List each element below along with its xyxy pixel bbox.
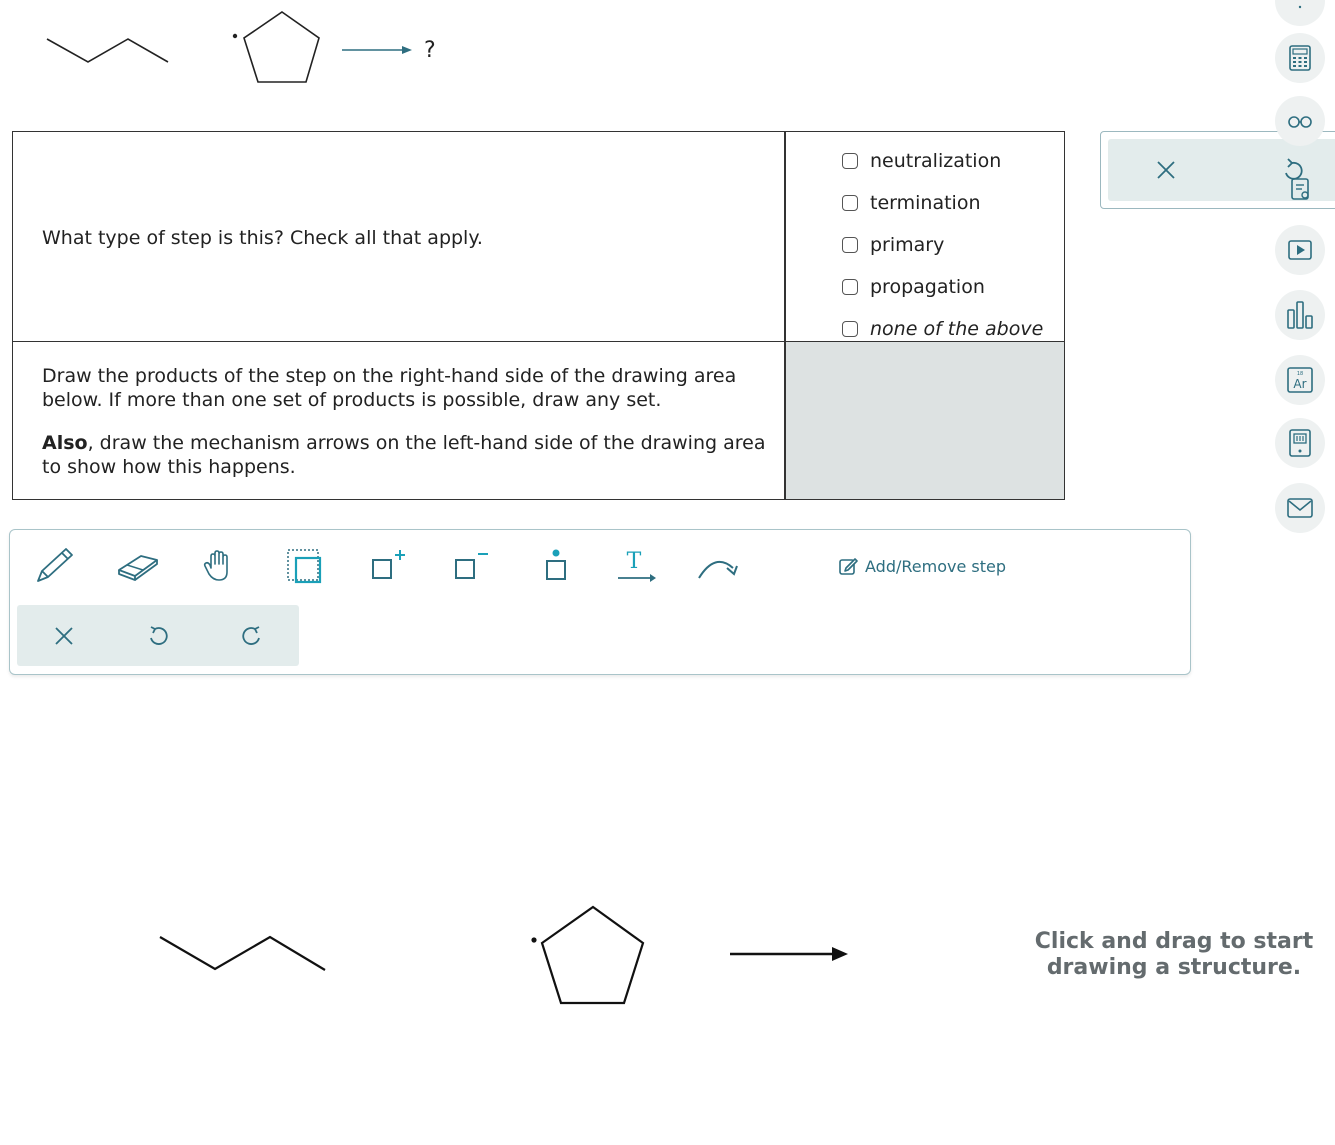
instructions [42, 364, 777, 498]
drawing-toolbar [9, 529, 1191, 675]
lone-electron-icon [533, 546, 573, 586]
close-icon [53, 625, 75, 647]
eraser-icon [115, 548, 161, 584]
curved-arrow-icon [695, 548, 741, 584]
product-placeholder: ? [424, 38, 436, 63]
select-icon [284, 546, 324, 586]
canvas-hint: Click and drag to start drawing a structure. [1034, 929, 1314, 980]
column-divider [784, 132, 786, 499]
undo-icon [146, 624, 170, 648]
hand-icon [201, 546, 241, 586]
eraser-tool[interactable] [114, 544, 162, 588]
add-charge-tool[interactable] [363, 544, 411, 588]
text-icon [614, 546, 658, 586]
remove-charge-tool[interactable] [446, 544, 494, 588]
periodic-table-icon[interactable] [1275, 355, 1325, 405]
answer-cell [785, 342, 1064, 499]
pencil-icon [32, 545, 76, 587]
textbook-icon[interactable] [1275, 418, 1325, 468]
instruction-2 [42, 431, 777, 479]
instruction-row [13, 342, 1064, 499]
drawing-canvas[interactable] [0, 690, 1335, 1145]
radical-dot [233, 34, 237, 38]
checkbox[interactable] [842, 195, 858, 211]
redo-button[interactable] [205, 605, 299, 666]
remove-charge-icon [450, 546, 490, 586]
canvas-reaction-arrowhead[interactable] [832, 947, 848, 961]
propane-molecule [47, 39, 168, 62]
options-list [842, 140, 1043, 350]
redo-icon [240, 624, 264, 648]
notes-icon[interactable] [1275, 160, 1325, 210]
checkbox[interactable] [842, 321, 858, 337]
reaction-arrowhead [402, 46, 412, 54]
svg-text:Ar: Ar [1293, 377, 1307, 391]
curved-arrow-tool[interactable] [694, 544, 742, 588]
option-termination[interactable] [842, 182, 1043, 224]
option-label: termination [870, 192, 981, 214]
more-icon[interactable] [1275, 0, 1325, 26]
checkbox[interactable] [842, 237, 858, 253]
instruction-1: Draw the products of the step on the right-hand side of the drawing area below. If more than one set of products is possible, draw any set. [42, 365, 737, 411]
checkbox[interactable] [842, 279, 858, 295]
checkbox[interactable] [842, 153, 858, 169]
option-propagation[interactable] [842, 266, 1043, 308]
undo-button[interactable] [111, 605, 205, 666]
svg-text:T: T [626, 549, 642, 574]
video-icon[interactable] [1275, 225, 1325, 275]
glasses-icon[interactable] [1275, 96, 1325, 146]
option-label: neutralization [870, 150, 1002, 172]
calculator-icon[interactable] [1275, 33, 1325, 83]
svg-text:18: 18 [1296, 371, 1304, 377]
option-primary[interactable] [842, 224, 1043, 266]
bar-chart-icon[interactable] [1275, 290, 1325, 340]
edit-icon [838, 556, 858, 576]
canvas-cyclopentyl-radical[interactable] [542, 907, 643, 1003]
close-icon[interactable] [1153, 157, 1179, 183]
add-remove-step-label: Add/Remove step [865, 556, 1006, 576]
cyclopentyl-radical [244, 12, 319, 82]
reaction-scheme [0, 0, 480, 100]
option-label: propagation [870, 276, 985, 298]
option-label: primary [870, 234, 945, 256]
clear-button[interactable] [17, 605, 111, 666]
option-neutralization[interactable] [842, 140, 1043, 182]
instruction-2-rest: , draw the mechanism arrows on the left-hand side of the drawing area to show how this happens. [42, 432, 766, 478]
question-table [12, 131, 1065, 500]
hand-tool[interactable] [197, 544, 245, 588]
option-label: none of the above [870, 318, 1044, 340]
question-row [13, 132, 1064, 342]
edit-actions [17, 605, 299, 666]
add-remove-step-button[interactable] [838, 556, 1006, 576]
instruction-2-bold: Also [42, 432, 88, 454]
canvas-propane-molecule[interactable] [160, 937, 325, 970]
text-tool[interactable] [612, 544, 660, 588]
question-prompt: What type of step is this? Check all that apply. [42, 227, 483, 249]
add-charge-icon [367, 546, 407, 586]
select-tool[interactable] [280, 544, 328, 588]
canvas-radical-dot[interactable] [531, 937, 536, 942]
lone-electron-tool[interactable] [529, 544, 577, 588]
mail-icon[interactable] [1275, 483, 1325, 533]
pencil-tool[interactable] [30, 544, 78, 588]
